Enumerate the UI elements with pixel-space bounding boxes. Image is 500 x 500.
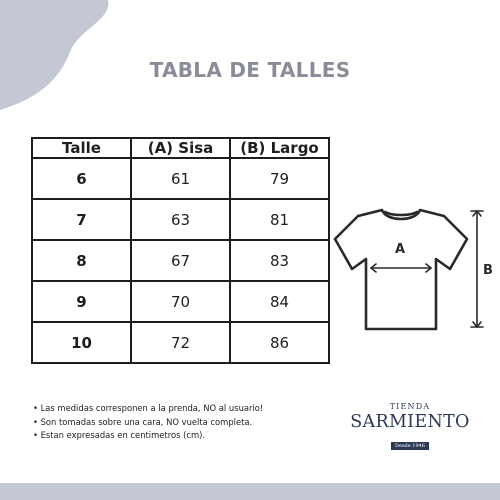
bottom-bar <box>0 483 500 500</box>
cell-largo: 84 <box>230 281 329 322</box>
cell-sisa: 61 <box>131 158 230 199</box>
cell-talle: 10 <box>32 322 131 363</box>
cell-sisa: 67 <box>131 240 230 281</box>
page-title: TABLA DE TALLES <box>149 58 351 82</box>
cell-sisa: 70 <box>131 281 230 322</box>
column-header-largo: (B) Largo <box>230 138 329 158</box>
cell-largo: 81 <box>230 199 329 240</box>
measure-b-arrow <box>471 211 483 327</box>
tshirt-icon <box>335 210 467 329</box>
label-b: B <box>483 263 493 278</box>
cell-largo: 79 <box>230 158 329 199</box>
list-item: • Estan expresadas en centimetros (cm). <box>33 429 263 443</box>
column-header-talle: Talle <box>32 138 131 158</box>
cell-talle: 7 <box>32 199 131 240</box>
table-row <box>32 281 329 322</box>
cell-largo: 86 <box>230 322 329 363</box>
cell-sisa: 63 <box>131 199 230 240</box>
table-row <box>32 322 329 363</box>
tshirt-diagram <box>330 198 500 338</box>
cell-largo: 83 <box>230 240 329 281</box>
table-row <box>32 158 329 199</box>
table-header-row <box>32 138 329 158</box>
list-item: • Son tomadas sobre una cara, NO vuelta completa. <box>33 416 263 430</box>
size-table <box>31 137 330 364</box>
measure-a-arrow <box>371 264 431 272</box>
table-row <box>32 240 329 281</box>
cell-sisa: 72 <box>131 322 230 363</box>
notes-list <box>33 402 263 443</box>
cell-talle: 9 <box>32 281 131 322</box>
cell-talle: 6 <box>32 158 131 199</box>
logo-top-text: TIENDA <box>389 402 431 411</box>
column-header-sisa: (A) Sisa <box>131 138 230 158</box>
list-item: • Las medidas corresponen a la prenda, NO al usuario! <box>33 402 263 416</box>
cell-talle: 8 <box>32 240 131 281</box>
logo-main-text: SARMIENTO <box>350 412 470 432</box>
table-row <box>32 199 329 240</box>
brand-logo <box>345 402 475 451</box>
logo-sub-text: Desde 1946 <box>391 442 429 450</box>
label-a: A <box>394 242 406 257</box>
